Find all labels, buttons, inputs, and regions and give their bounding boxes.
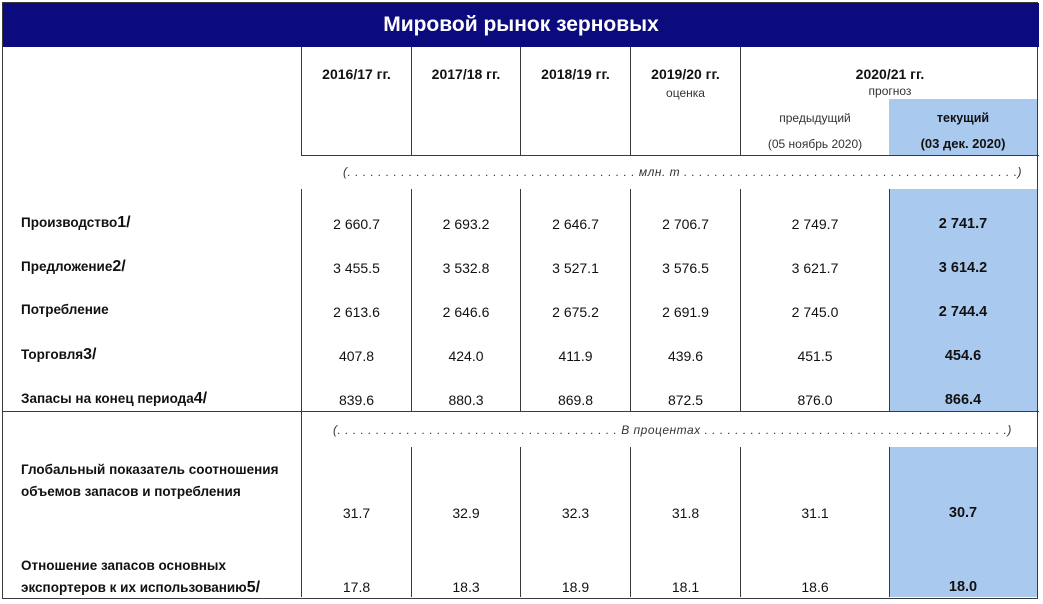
row-label-text: Запасы на конец периода (21, 391, 194, 406)
table-cell: 2 706.7 (662, 216, 709, 232)
row-footnote-mark: 5/ (246, 579, 261, 596)
table-cell: 30.7 (948, 505, 978, 521)
table-cell: 3 455.5 (333, 260, 380, 276)
row-label (21, 459, 291, 503)
table-cell: 2 691.9 (662, 304, 709, 320)
table-cell: 2 646.6 (442, 304, 490, 320)
table-cell: 869.8 (557, 392, 594, 408)
table-frame (2, 2, 1038, 599)
table-cell: 2 675.2 (552, 304, 599, 320)
section-divider (3, 411, 1039, 412)
table-cell: 32.3 (561, 505, 590, 521)
table-cell: 2 741.7 (938, 216, 988, 232)
table-cell: 3 527.1 (552, 260, 599, 276)
col-divider (630, 447, 631, 597)
col-header-2020-note: прогноз (868, 84, 912, 98)
table-cell: 2 744.4 (938, 304, 988, 320)
unit-percent: (. . . . . . . . . . . . . . . . . . . . . . . . . . . . . . . . . . . . . В процентах . . . . . . . . . . . . . . . . . . . . . . . . . . . . . . . . . . . . . . . .) (333, 423, 1012, 437)
table-cell: 2 613.6 (333, 304, 380, 320)
current-column-highlight-bottom (889, 447, 1037, 597)
col-header-2016: 2016/17 гг. (322, 66, 391, 82)
table-cell: 839.6 (338, 392, 375, 408)
table-cell: 17.8 (342, 579, 371, 595)
table-cell: 32.9 (452, 505, 480, 521)
header-divider (301, 155, 1039, 156)
col-header-2019: 2019/20 гг. (651, 66, 720, 82)
row-footnote-mark: 1/ (117, 214, 131, 231)
table-cell: 2 646.7 (552, 216, 599, 232)
table-cell: 439.6 (667, 348, 704, 364)
row-label (21, 214, 131, 232)
row-label (21, 258, 126, 276)
table-cell: 18.0 (948, 579, 978, 595)
table-cell: 31.7 (342, 505, 371, 521)
table-cell: 18.1 (671, 579, 700, 595)
table-cell: 411.9 (558, 348, 593, 364)
row-label-text: Производство (21, 215, 118, 230)
row-label-text: Потребление (21, 302, 109, 317)
cur-forecast-date: (03 дек. 2020) (920, 136, 1006, 151)
col-divider (740, 447, 741, 597)
col-divider (411, 447, 412, 597)
row-label-text: Торговля (21, 347, 84, 362)
table-title: Мировой рынок зерновых (3, 3, 1039, 47)
col-header-2018: 2018/19 гг. (541, 66, 610, 82)
col-divider (889, 447, 890, 597)
table-cell: 880.3 (448, 392, 484, 408)
table-cell: 3 614.2 (938, 260, 988, 276)
table-cell: 3 621.7 (791, 260, 839, 276)
unit-mln-t: (. . . . . . . . . . . . . . . . . . . . . . . . . . . . . . . . . . . . . . млн. т . . . . . . . . . . . . . . . . . . . . . . . . . . . . . . . . . . . . . . . . . . . .) (343, 165, 1023, 179)
table-cell: 3 576.5 (662, 260, 709, 276)
prev-forecast-label: предыдущий (779, 111, 851, 125)
table-cell: 451.5 (797, 348, 833, 364)
table-cell: 31.1 (801, 505, 829, 521)
table-cell: 872.5 (667, 392, 704, 408)
table-cell: 3 532.8 (442, 260, 490, 276)
table-cell: 876.0 (797, 392, 833, 408)
col-header-2019-note: оценка (666, 86, 705, 100)
row-label (21, 555, 291, 599)
table-cell: 2 749.7 (791, 216, 839, 232)
col-divider (520, 447, 521, 597)
table-cell: 2 660.7 (333, 216, 380, 232)
col-header-2017: 2017/18 гг. (431, 66, 501, 82)
row-footnote-mark: 2/ (112, 258, 126, 275)
col-divider (301, 411, 302, 447)
col-divider (411, 47, 412, 155)
col-divider (520, 47, 521, 155)
row-label-text: Глобальный показатель соотношения объемов запасов и потребления (21, 462, 279, 499)
row-label-text: Отношение запасов основных экспортеров к их использованию (21, 558, 247, 595)
row-footnote-mark: 3/ (83, 346, 97, 363)
prev-forecast-date: (05 ноябрь 2020) (767, 137, 863, 151)
row-label (21, 302, 109, 317)
row-label-text: Предложение (21, 259, 113, 274)
row-label (21, 346, 97, 364)
table-cell: 2 693.2 (442, 216, 490, 232)
row-label (21, 390, 207, 408)
table-cell: 18.9 (561, 579, 590, 595)
table-cell: 454.6 (944, 348, 982, 364)
table-cell: 866.4 (944, 392, 982, 408)
table-cell: 424.0 (448, 348, 484, 364)
col-divider (301, 47, 302, 155)
col-divider (301, 447, 302, 597)
col-divider (630, 47, 631, 155)
table-cell: 18.6 (801, 579, 829, 595)
cur-forecast-label: текущий (936, 111, 990, 125)
table-cell: 2 745.0 (791, 304, 839, 320)
col-header-2020: 2020/21 гг. (855, 66, 925, 82)
table-cell: 31.8 (671, 505, 700, 521)
row-footnote-mark: 4/ (193, 390, 208, 407)
table-cell: 18.3 (452, 579, 480, 595)
table-cell: 407.8 (338, 348, 375, 364)
